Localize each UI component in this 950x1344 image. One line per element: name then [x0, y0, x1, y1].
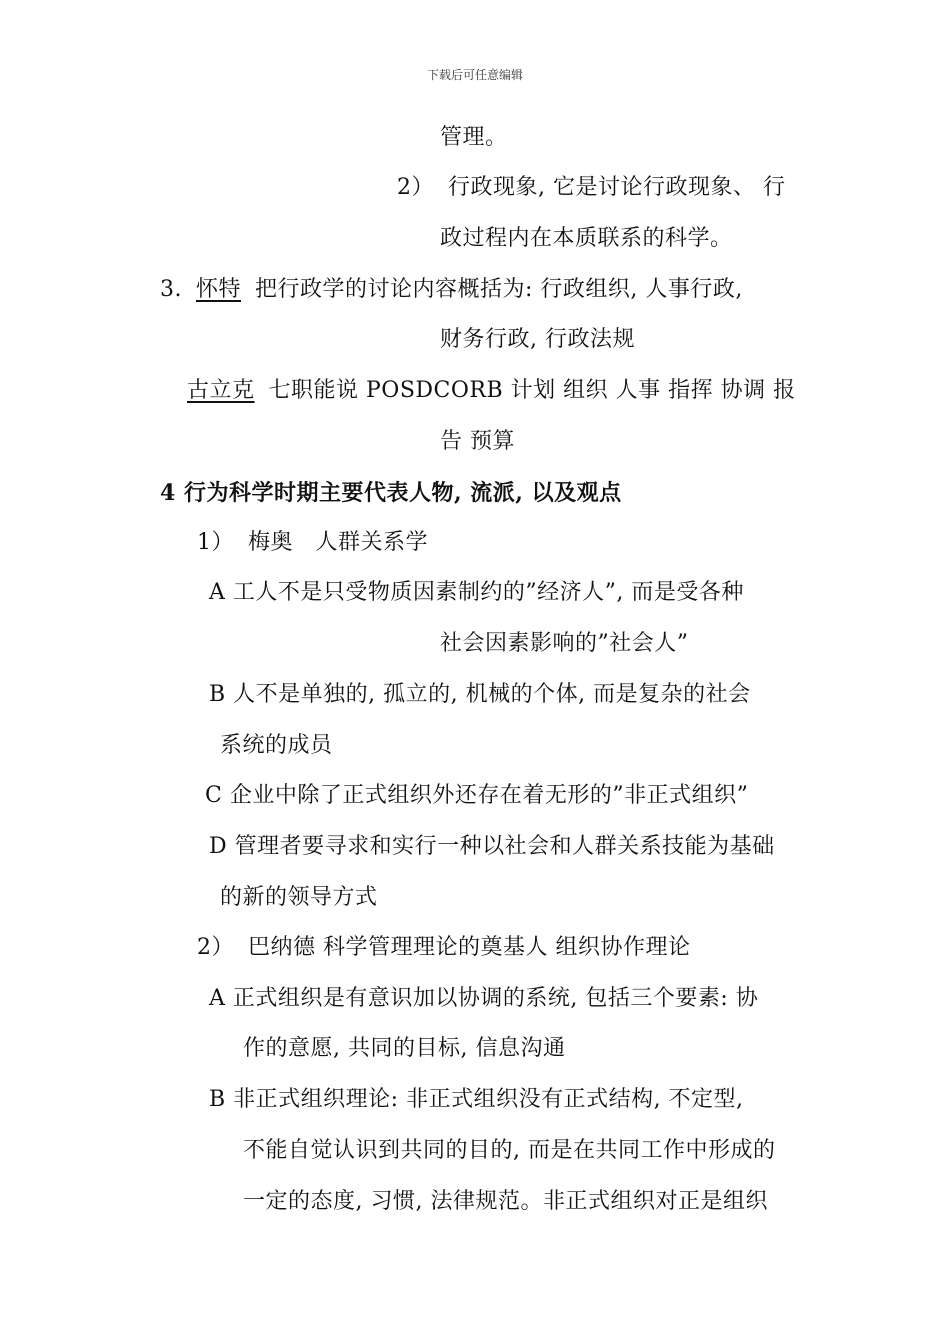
text-line: B 非正式组织理论: 非正式组织没有正式结构, 不定型,	[209, 1087, 744, 1112]
line-text: 巴纳德 科学管理理论的奠基人 组织协作理论	[248, 935, 691, 960]
text-line	[197, 528, 428, 558]
text-line: 不能自觉认识到共同的目的, 而是在共同工作中形成的	[243, 1138, 776, 1163]
text-line: B 人不是单独的, 孤立的, 机械的个体, 而是复杂的社会	[209, 682, 751, 707]
text-line: A 工人不是只受物质因素制约的”经济人”, 而是受各种	[209, 580, 744, 605]
text-line	[197, 933, 691, 963]
text-line	[160, 275, 743, 305]
text-line: 政过程内在本质联系的科学。	[440, 226, 733, 251]
text-line: 系统的成员	[220, 733, 333, 758]
text-line: 一定的态度, 习惯, 法律规范。非正式组织对正是组织	[243, 1189, 768, 1214]
text-line: 社会因素影响的”社会人”	[440, 631, 689, 656]
text-line	[397, 173, 785, 203]
list-number: 3.	[160, 277, 182, 302]
list-number: 2）	[197, 935, 234, 960]
list-number: 2）	[397, 175, 434, 200]
text-line	[187, 376, 796, 406]
person-name: 古立克	[187, 378, 255, 403]
text-line: 作的意愿, 共同的目标, 信息沟通	[243, 1036, 566, 1061]
section-heading: 4 行为科学时期主要代表人物, 流派, 以及观点	[160, 480, 622, 506]
text-line: C 企业中除了正式组织外还存在着无形的”非正式组织”	[205, 783, 749, 808]
text-line: 财务行政, 行政法规	[440, 327, 635, 352]
list-number: 1）	[197, 530, 234, 555]
line-text: 行政现象, 它是讨论行政现象、 行	[448, 175, 786, 200]
text-line: 的新的领导方式	[220, 885, 378, 910]
page-header: 下载后可任意编辑	[426, 68, 523, 82]
text-line: 告 预算	[440, 429, 515, 454]
text-line: A 正式组织是有意识加以协调的系统, 包括三个要素: 协	[209, 986, 759, 1011]
person-name: 怀特	[196, 277, 242, 302]
line-text: 把行政学的讨论内容概括为: 行政组织, 人事行政,	[255, 277, 743, 302]
text-line: 管理。	[440, 125, 508, 150]
text-line: D 管理者要寻求和实行一种以社会和人群关系技能为基础	[209, 834, 775, 859]
line-text: 梅奥 人群关系学	[248, 530, 429, 555]
line-text: 七职能说 POSDCORB 计划 组织 人事 指挥 协调 报	[268, 378, 796, 403]
